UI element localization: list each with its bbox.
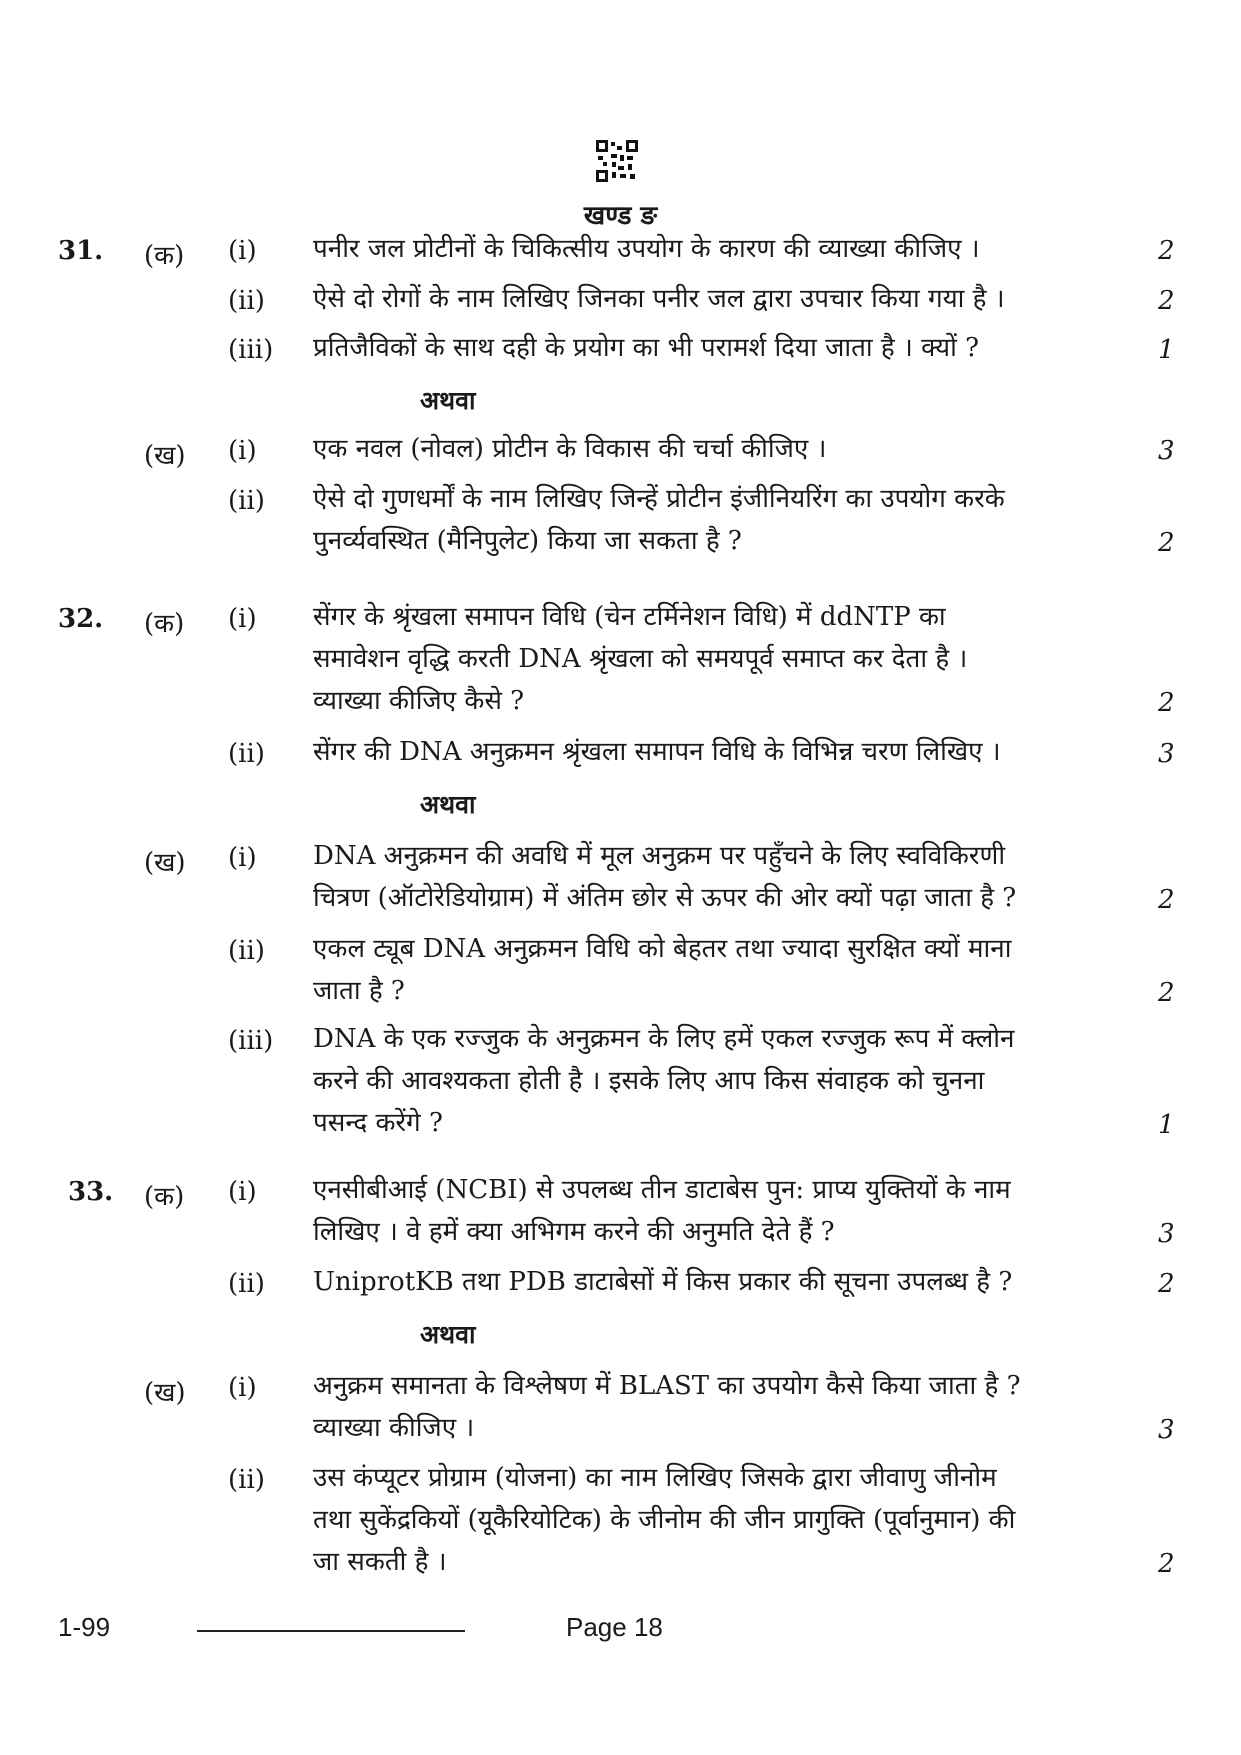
marks: 2 bbox=[1158, 978, 1175, 1008]
question-text-line: सेंगर के श्रृंखला समापन विधि (चेन टर्मिनेशन विधि) में ddNTP का bbox=[313, 602, 946, 632]
marks: 3 bbox=[1158, 1415, 1175, 1445]
or-label: अथवा bbox=[420, 790, 476, 819]
marks: 2 bbox=[1158, 885, 1175, 915]
sub-label: (i) bbox=[228, 1373, 257, 1403]
marks: 2 bbox=[1158, 236, 1175, 266]
question-number: 33. bbox=[68, 1177, 114, 1207]
marks: 3 bbox=[1158, 436, 1175, 466]
question-text: प्रतिजैविकों के साथ दही के प्रयोग का भी परामर्श दिया जाता है । क्यों ? bbox=[313, 333, 980, 363]
marks: 3 bbox=[1158, 1219, 1175, 1249]
question-text: एक नवल (नोवल) प्रोटीन के विकास की चर्चा कीजिए । bbox=[313, 434, 827, 464]
paper-code: 1-99 bbox=[58, 1612, 111, 1642]
or-label: अथवा bbox=[420, 1320, 476, 1349]
sub-label: (ii) bbox=[228, 486, 265, 516]
question-text-line: एनसीबीआई (NCBI) से उपलब्ध तीन डाटाबेस पुन: प्राप्य युक्तियों के नाम bbox=[313, 1175, 1011, 1205]
question-text-line: चित्रण (ऑटोरेडियोग्राम) में अंतिम छोर से ऊपर की ओर क्यों पढ़ा जाता है ? bbox=[313, 883, 1017, 913]
sub-label: (ii) bbox=[228, 1465, 265, 1495]
marks: 2 bbox=[1158, 1269, 1175, 1299]
sub-label: (i) bbox=[228, 843, 257, 873]
marks: 2 bbox=[1158, 688, 1175, 718]
part-label: (क) bbox=[144, 609, 185, 639]
part-label: (क) bbox=[144, 241, 185, 271]
question-text: पनीर जल प्रोटीनों के चिकित्सीय उपयोग के कारण की व्याख्या कीजिए । bbox=[313, 234, 980, 264]
marks: 3 bbox=[1158, 739, 1175, 769]
marks: 1 bbox=[1158, 1110, 1175, 1140]
question-text-line: पसन्द करेंगे ? bbox=[313, 1108, 443, 1138]
marks: 1 bbox=[1158, 335, 1175, 365]
question-number: 31. bbox=[58, 236, 104, 266]
question-text-line: व्याख्या कीजिए कैसे ? bbox=[313, 686, 525, 716]
question-text-line: ऐसे दो गुणधर्मों के नाम लिखिए जिन्हें प्रोटीन इंजीनियरिंग का उपयोग करके bbox=[313, 484, 1005, 514]
marks: 2 bbox=[1158, 286, 1175, 316]
question-text-line: तथा सुकेंद्रकियों (यूकैरियोटिक) के जीनोम की जीन प्रागुक्ति (पूर्वानुमान) की bbox=[313, 1505, 1016, 1535]
marks: 2 bbox=[1158, 1549, 1175, 1579]
marks: 2 bbox=[1158, 528, 1175, 558]
sub-label: (ii) bbox=[228, 936, 265, 966]
sub-label: (ii) bbox=[228, 286, 265, 316]
question-text-line: DNA अनुक्रमन की अवधि में मूल अनुक्रम पर पहुँचने के लिए स्वविकिरणी bbox=[313, 841, 1006, 871]
question-text-line: जा सकती है । bbox=[313, 1547, 447, 1577]
question-text: सेंगर की DNA अनुक्रमन श्रृंखला समापन विधि के विभिन्न चरण लिखिए । bbox=[313, 737, 1001, 767]
sub-label: (ii) bbox=[228, 739, 265, 769]
sub-label: (ii) bbox=[228, 1269, 265, 1299]
question-text-line: DNA के एक रज्जुक के अनुक्रमन के लिए हमें एकल रज्जुक रूप में क्लोन bbox=[313, 1024, 1015, 1054]
question-text-line: जाता है ? bbox=[313, 976, 405, 1006]
or-label: अथवा bbox=[420, 386, 476, 415]
section-title: खण्ड ङ bbox=[583, 201, 658, 231]
sub-label: (iii) bbox=[228, 1026, 274, 1056]
question-text: ऐसे दो रोगों के नाम लिखिए जिनका पनीर जल द्वारा उपचार किया गया है । bbox=[313, 284, 1005, 314]
part-label: (ख) bbox=[144, 848, 186, 878]
question-number: 32. bbox=[58, 604, 104, 634]
question-text-line: लिखिए । वे हमें क्या अभिगम करने की अनुमति देते हैं ? bbox=[313, 1217, 835, 1247]
page-number: Page 18 bbox=[566, 1612, 663, 1642]
question-text-line: एकल ट्यूब DNA अनुक्रमन विधि को बेहतर तथा ज्यादा सुरक्षित क्यों माना bbox=[313, 934, 1012, 964]
sub-label: (i) bbox=[228, 1177, 257, 1207]
footer-divider bbox=[197, 1630, 465, 1632]
sub-label: (i) bbox=[228, 604, 257, 634]
part-label: (ख) bbox=[144, 1378, 186, 1408]
question-text-line: व्याख्या कीजिए । bbox=[313, 1413, 475, 1443]
question-text-line: पुनर्व्यवस्थित (मैनिपुलेट) किया जा सकता है ? bbox=[313, 526, 742, 556]
question-text-line: करने की आवश्यकता होती है । इसके लिए आप किस संवाहक को चुनना bbox=[313, 1066, 985, 1096]
question-text-line: अनुक्रम समानता के विश्लेषण में BLAST का उपयोग कैसे किया जाता है ? bbox=[313, 1371, 1021, 1401]
question-text-line: समावेशन वृद्धि करती DNA श्रृंखला को समयपूर्व समाप्त कर देता है । bbox=[313, 644, 968, 674]
sub-label: (i) bbox=[228, 236, 257, 266]
question-text-line: उस कंप्यूटर प्रोग्राम (योजना) का नाम लिखिए जिसके द्वारा जीवाणु जीनोम bbox=[313, 1463, 997, 1493]
sub-label: (iii) bbox=[228, 335, 274, 365]
qr-code bbox=[596, 140, 638, 182]
part-label: (ख) bbox=[144, 441, 186, 471]
question-text: UniprotKB तथा PDB डाटाबेसों में किस प्रकार की सूचना उपलब्ध है ? bbox=[313, 1267, 1013, 1297]
part-label: (क) bbox=[144, 1182, 185, 1212]
sub-label: (i) bbox=[228, 436, 257, 466]
